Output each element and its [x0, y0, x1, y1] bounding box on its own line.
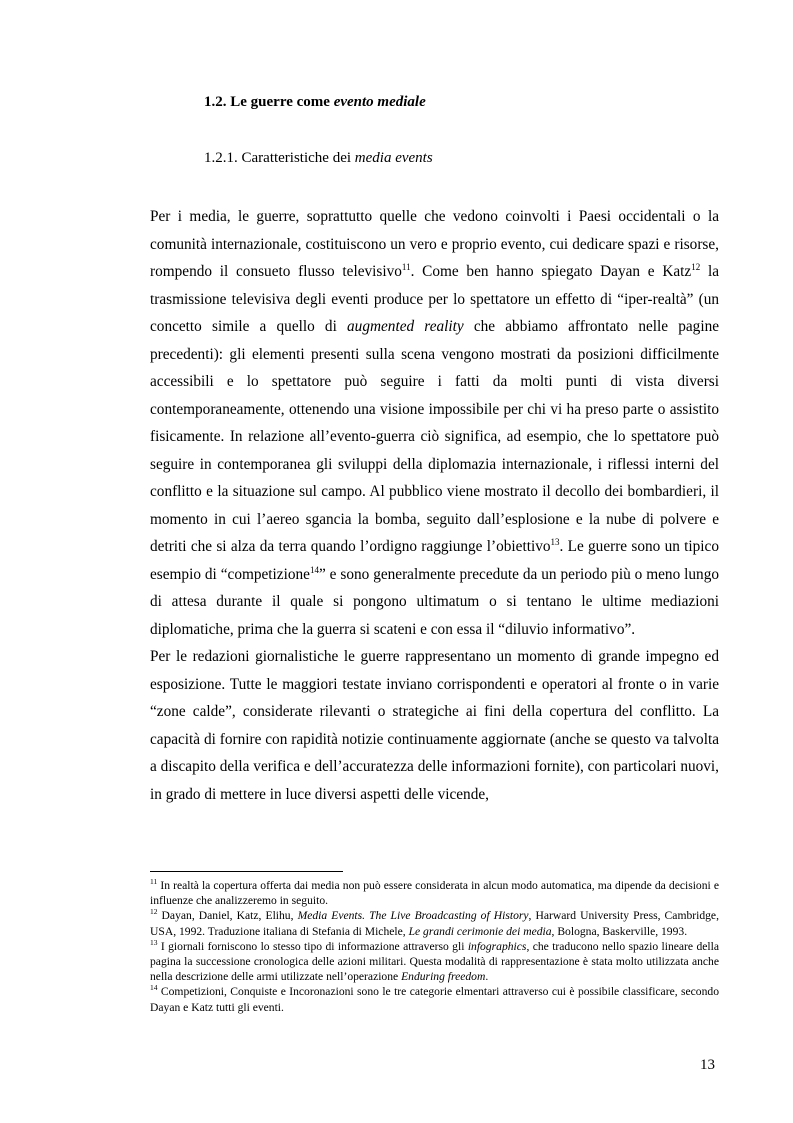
text-run: Per i media, le guerre, soprattutto quelle che vedono coinvolti i Paesi occidentali o la comunità internazionale, costituiscono un vero e proprio evento, cui dedicare spazi e risorse, rompendo il consueto flusso televisivo: [150, 208, 719, 280]
footnote-ref: 12: [691, 262, 701, 272]
footnote-text: .: [485, 970, 489, 984]
footnote-text: , Harward University Press, Cambridge, USA, 1992. Traduzione italiana di Stefania di Michele,: [150, 909, 719, 938]
text-run: la trasmissione televisiva degli eventi produce per lo spettatore un effetto di “iper-realtà” (un concetto simile a quello di: [150, 263, 719, 335]
text-run: che abbiamo affrontato nelle pagine precedenti): gli elementi presenti sulla scena vengono mostrati da posizioni difficilmente accessibili e lo spettatore può seguire i fatti da molti punti di vista diversi contemporaneamente, ottenendo una visione impossibile per chi vi ha preso parte o assistito fisicamente. In relazione all’evento-guerra ciò significa, ad esempio, che lo spettatore può seguire in contemporanea gli sviluppi della diplomazia internazionale, i riflessi interni del conflitto e la situazione sul campo. Al pubblico viene mostrato il decollo dei bombardieri, il momento in cui l’aereo sgancia la bomba, seguito dall’esplosione e la nube di polvere e detriti che si alza da terra quando l’ordigno raggiunge l’obiettivo: [150, 318, 720, 555]
footnote-text: , Bologna, Baskerville, 1993.: [551, 924, 688, 938]
footnote-text: Competizioni, Conquiste e Incoronazioni sono le tre categorie elmentari attraverso cui è possibile classificare, secondo Dayan e Katz tutti gli eventi.: [150, 985, 719, 1014]
footnote: [150, 984, 719, 1014]
footnote-separator: [150, 871, 343, 872]
subsection-number: 1.2.1.: [204, 150, 238, 166]
text-run: ” e sono generalmente precedute da un periodo più o meno lungo di attesa durante il quale si pongono ultimatum o si tentano le ultime mediazioni diplomatiche, prima che la guerra si scateni e con essa il “diluvio informativo”.: [150, 565, 719, 638]
subsection-heading: [204, 150, 433, 167]
paragraph: [150, 203, 719, 643]
footnote-text: I giornali forniscono lo stesso tipo di informazione attraverso gli: [157, 939, 468, 953]
footnote: [150, 939, 719, 985]
footnote-text: Dayan, Daniel, Katz, Elihu,: [157, 909, 298, 923]
footnote-text: , che traducono nello spazio lineare della pagina la successione cronologica delle azioni militari. Questa modalità di rappresentazione è stata molto utilizzata anche nella descrizione delle armi utilizzate nell’operazione: [150, 939, 719, 984]
footnote-text: In realtà la copertura offerta dai media non può essere considerata in alcun modo automatica, ma dipende da decisioni e influenze che analizzeremo in seguito.: [150, 879, 719, 908]
footnote-emphasis: Le grandi cerimonie dei media: [408, 924, 552, 938]
page-number: 13: [700, 1057, 715, 1073]
footnote: [150, 908, 719, 938]
paragraph: Per le redazioni giornalistiche le guerre rappresentano un momento di grande impegno ed esposizione. Tutte le maggiori testate inviano corrispondenti e operatori al fronte o in varie “zone calde”, considerate rilevanti o strategiche ai fini della copertura del conflitto. La capacità di fornire con rapidità notizie continuamente aggiornate (anche se questo va talvolta a discapito della verifica e dell’accuratezza delle informazioni fornite), con particolari nuovi, in grado di mettere in luce diversi aspetti delle vicende,: [150, 648, 719, 803]
footnote-emphasis: Enduring freedom: [401, 970, 486, 984]
emphasis: augmented reality: [347, 318, 464, 335]
footnote: [150, 878, 719, 908]
section-title: Le guerre come: [230, 94, 330, 110]
footnote-ref: 13: [550, 537, 560, 547]
text-run: . Le guerre sono un tipico esempio di “competizione: [150, 538, 719, 583]
body-text: [150, 203, 719, 808]
subsection-title-emphasis: media events: [354, 150, 433, 166]
section-title-emphasis: evento mediale: [333, 94, 426, 110]
footnote-number: 14: [150, 983, 158, 993]
subsection-title: Caratteristiche dei: [241, 150, 352, 166]
text-run: . Come ben hanno spiegato Dayan e Katz: [410, 263, 692, 280]
footnotes: [150, 878, 719, 1015]
footnote-number: 13: [150, 937, 158, 947]
footnote-ref: 11: [401, 262, 411, 272]
footnote-number: 12: [150, 907, 158, 917]
footnote-emphasis: infographics: [467, 939, 527, 953]
footnote-ref: 14: [309, 564, 319, 575]
footnote-emphasis: Media Events. The Live Broadcasting of History: [297, 909, 529, 923]
section-number: 1.2.: [204, 94, 227, 110]
section-heading: [204, 94, 426, 111]
footnote-number: 11: [150, 877, 158, 886]
